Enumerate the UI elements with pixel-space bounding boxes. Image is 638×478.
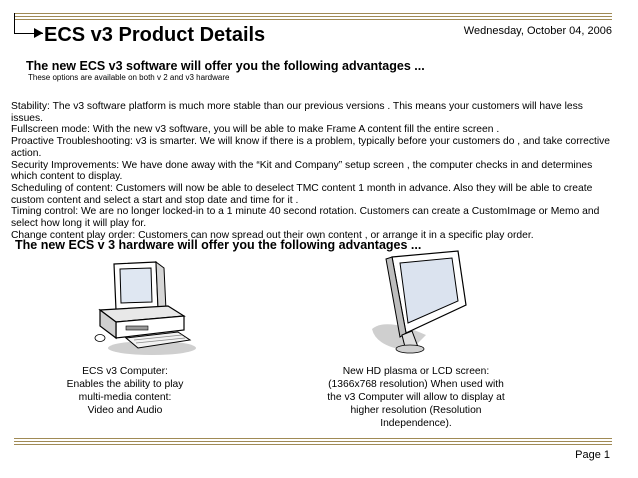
title-arrow-icon (34, 28, 43, 38)
monitor-icon (366, 247, 471, 355)
software-note: These options are available on both v 2 and v3 hardware (28, 73, 230, 82)
top-rule-3 (14, 19, 612, 20)
footer-rule-3 (14, 444, 612, 445)
footer-rule-2 (14, 441, 612, 442)
page-title: ECS v3 Product Details (44, 24, 266, 46)
page-number: Page 1 (575, 449, 610, 461)
footer-rule (14, 438, 612, 439)
software-advantages-list (11, 101, 617, 241)
item-scheduling: Scheduling of content: Customers will now be able to deselect TMC content 1 month in advance. Also they will be able to create custom content and select a start and stop date and time for it . (11, 182, 593, 206)
date-label: Wednesday, October 04, 2006 (463, 25, 612, 37)
computer-caption: ECS v3 Computer: Enables the ability to play multi-media content: Video and Audio (66, 366, 184, 416)
item-security: Security Improvements: We have done away with the “Kit and Company” setup screen , the computer checks in and determines which content to display. (11, 159, 593, 183)
item-play-order: Change content play order: Customers can now spread out their own content , or arrange it in a specific play order. (11, 229, 534, 241)
screen-caption: New HD plasma or LCD screen: (1366x768 resolution) When used with the v3 Computer will allow to display at higher resolution (Resolution Independence). (327, 366, 505, 429)
hardware-heading: The new ECS v 3 hardware will offer you the following advantages ... (15, 238, 422, 252)
item-timing: Timing control: We are no longer locked-in to a 1 minute 40 second rotation. Customers can create a CustomImage or Memo and select how long it will play for. (11, 206, 600, 230)
software-heading: The new ECS v3 software will offer you the following advantages ... (26, 59, 425, 73)
top-rule-2 (14, 16, 612, 17)
top-rule (14, 13, 612, 14)
item-stability: Stability: The v3 software platform is much more stable than our previous versions . This means your customers will have less issues. (11, 101, 583, 124)
computer-icon (86, 258, 198, 356)
item-proactive: Proactive Troubleshooting: v3 is smarter. We will know if there is a problem, typically before your customers do , and take corrective action. (11, 136, 611, 159)
item-fullscreen: Fullscreen mode: With the new v3 software, you will be able to make Frame A content fill the entire screen . (11, 124, 500, 136)
